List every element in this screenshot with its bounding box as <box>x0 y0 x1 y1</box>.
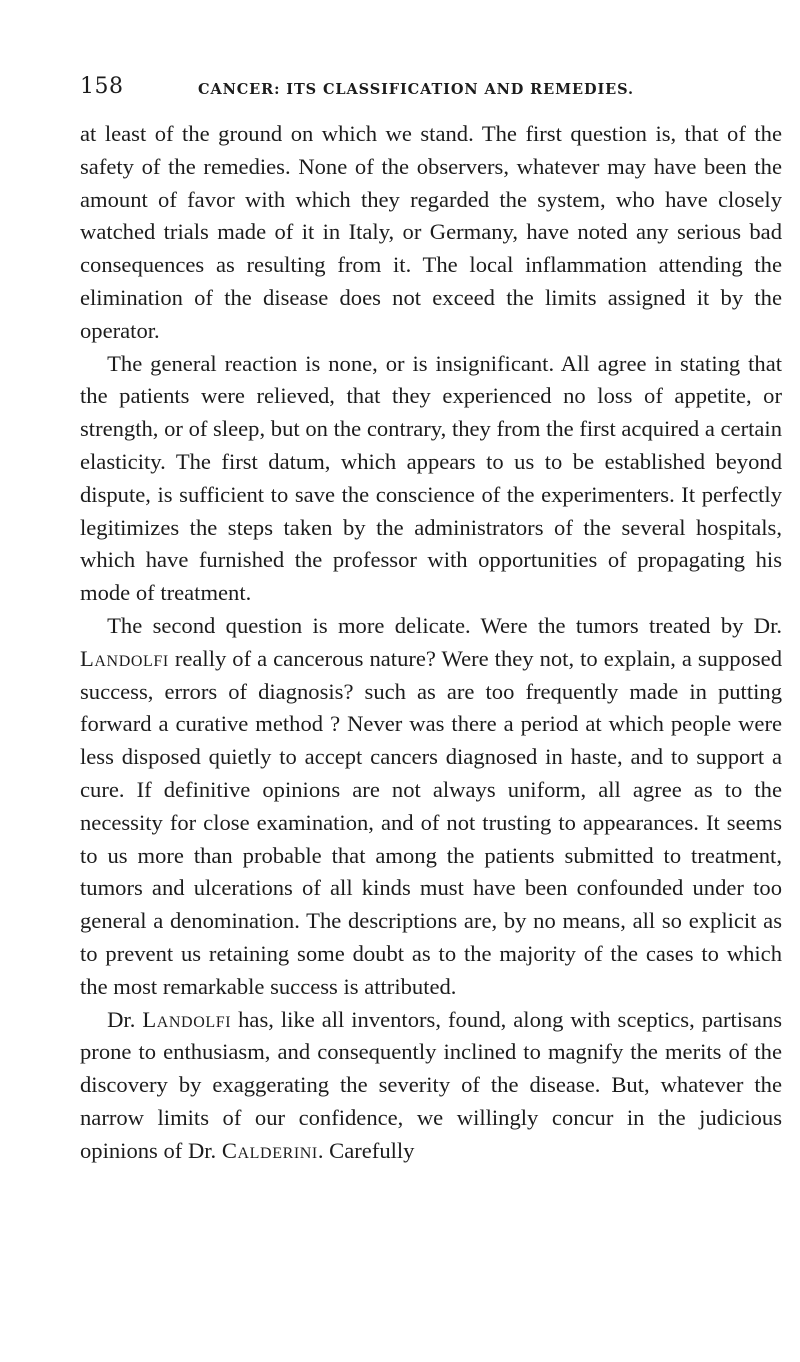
running-head <box>80 72 782 112</box>
paragraph-text: The second question is more delicate. Were the tumors treated by Dr. <box>107 612 782 638</box>
paragraph-4 <box>80 1004 782 1168</box>
running-title: CANCER: ITS CLASSIFICATION AND REMEDIES. <box>198 81 634 98</box>
paragraph-text: The general reaction is none, or is insignificant. All agree in stating that the patients were relieved, that they experienced no loss of appetite, or strength, or of sleep, but on the contrary, they from the first acquired a certain elasticity. The first datum, which appears to us to be established beyond dispute, is sufficient to save the conscience of the experimenters. It perfectly legitimizes the steps taken by the administrators of the several hospitals, which have furnished the professor with opportunities of propagating his mode of treatment. <box>80 350 782 606</box>
paragraph-text: Dr. <box>107 1006 143 1032</box>
paragraph-1 <box>80 118 782 348</box>
paragraph-text: at least of the ground on which we stand. The first question is, that of the safety of the remedies. None of the observers, whatever may have been the amount of favor with which they regarded the system, who have closely watched trials made of it in Italy, or Germany, have noted any serious bad consequences as resulting from it. The local inflammation attending the elimination of the disease does not exceed the limits assigned it by the operator. <box>80 121 782 343</box>
paragraph-text: really of a cancerous nature? Were they not, to explain, a supposed success, errors of diagnosis? such as are too frequently made in putting forward a curative method ? Never was there a period at which people were less disposed quietly to accept cancers diagnosed in haste, and to support a cure. If definitive opinions are not always uniform, all agree as to the necessity for close examination, and of not trusting to appearances. It seems to us more than probable that among the patients submitted to treatment, tumors and ulcerations of all kinds must have been confounded under too general a denomination. The descriptions are, by no means, all so explicit as to prevent us retaining some doubt as to the majority of the cases to which the most remarkable success is attributed. <box>80 645 782 999</box>
book-page <box>80 72 782 1168</box>
paragraph-2 <box>80 348 782 610</box>
author-name-calderini: Calderini <box>221 1137 318 1163</box>
body-text <box>80 118 782 1168</box>
page-number: 158 <box>80 74 124 99</box>
author-name-landolfi: Landolfi <box>80 645 169 671</box>
paragraph-text: has, like all inventors, found, along with sceptics, partisans prone to enthusiasm, and consequently inclined to magnify the merits of the discovery by exaggerating the severity of the disease. But, whatever the narrow limits of our confidence, we willingly concur in the judicious opinions of Dr. <box>80 1006 783 1163</box>
paragraph-text: . Carefully <box>317 1137 415 1163</box>
author-name-landolfi: Landolfi <box>142 1006 232 1032</box>
paragraph-3 <box>80 610 782 1004</box>
